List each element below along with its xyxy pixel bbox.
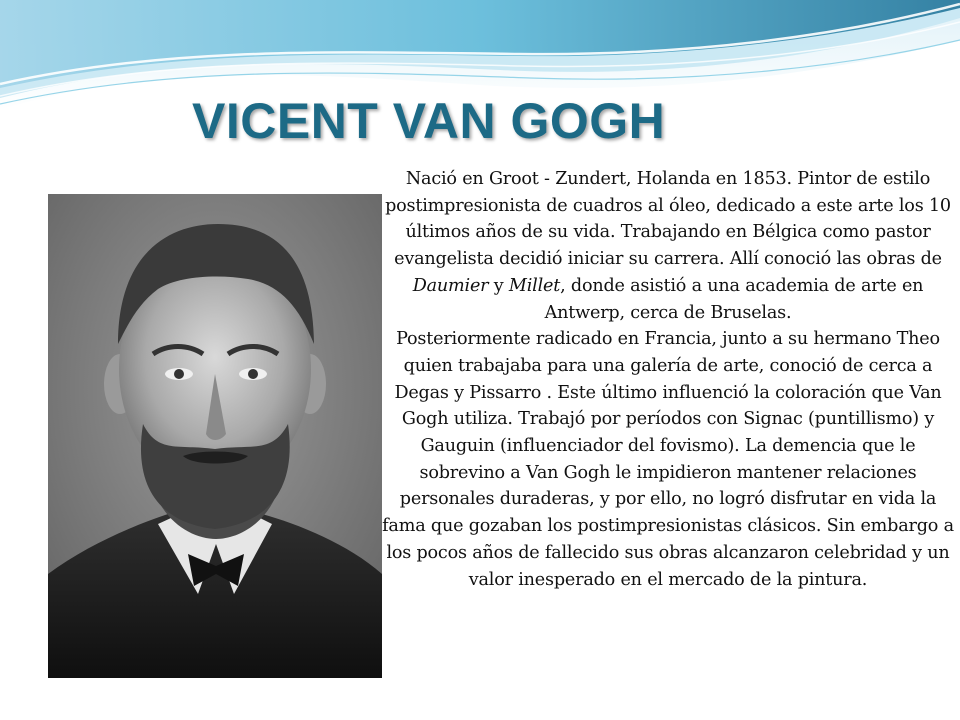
biography-paragraph-2: Posteriormente radicado en Francia, junto a su hermano Theo quien trabajaba para una galería de arte, conoció de cerca a Degas y Pissarro . Este último influenció la coloración que Van Gogh utiliza. Trabajó por períodos con Signac (puntillismo) y Gauguin (influenciador del fovismo). La demencia que le sobrevino a Van Gogh le impidieron mantener relaciones personales duraderas, y por ello, no logró disfrutar en vida la fama que gozaban los postimpresionistas clásicos. Sin embargo a los pocos años de fallecido sus obras alcanzaron celebridad y un valor inesperado en el mercado de la pintura. <box>382 329 954 590</box>
bio-millet: Millet <box>508 275 561 296</box>
portrait-photo <box>48 194 382 678</box>
bio-text-1y: y <box>488 275 509 296</box>
biography-text <box>382 166 954 593</box>
bio-text-1a: Nació en Groot - Zundert, Holanda en 1853. Pintor de estilo postimpresionista de cuadros al óleo, dedicado a este arte los 10 últimos años de su vida. Trabajando en Bélgica como pastor evangelista decidió iniciar su carrera. Allí conoció las obras de <box>385 169 951 270</box>
bio-daumier: Daumier <box>412 275 489 296</box>
slide-title: VICENT VAN GOGH <box>192 93 666 149</box>
biography-paragraph-1 <box>382 166 954 326</box>
bio-text-1b: , donde asistió a una academia de arte en Antwerp, cerca de Bruselas. <box>544 275 924 323</box>
